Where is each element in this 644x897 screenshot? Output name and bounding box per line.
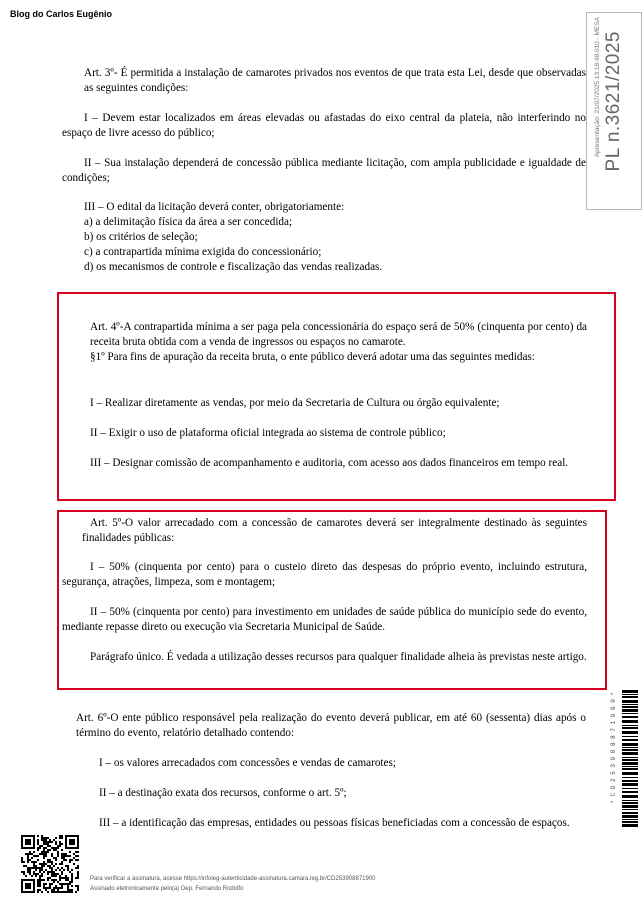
art3-alinea-a: a) a delimitação física da área a ser concedida;: [84, 216, 293, 228]
art5-inciso-ii: II – 50% (cinquenta por cento) para investimento em unidades de saúde pública do município sede do evento, mediante repasse direto ou execução via Secretaria Municipal de Saúde.: [62, 606, 587, 633]
art5-inciso-i: I – 50% (cinquenta por cento) para o custeio direto das despesas do próprio evento, incluindo estrutura, segurança, atrações, limpeza, som e montagem;: [62, 561, 587, 588]
art3-alinea-b: b) os critérios de seleção;: [84, 231, 198, 243]
presentation-date: Apresentação: 21/07/2025 13:18:48.010 - MESA: [594, 17, 601, 158]
art3-alinea-c: c) a contrapartida mínima exigida do concessionário;: [84, 246, 322, 258]
art4-inciso-iii: III – Designar comissão de acompanhamento e auditoria, com acesso aos dados financeiros em tempo real.: [90, 457, 569, 469]
art4-caput: Art. 4º-A contrapartida mínima a ser paga pela concessionária do espaço será de 50% (cinquenta por cento) da receita bruta obtida com a venda de ingressos ou espaços no camarote.: [90, 321, 587, 348]
bill-number: PL n.3621/2025: [603, 31, 624, 172]
art6-inciso-i: I – os valores arrecadados com concessões e vendas de camarotes;: [99, 757, 396, 769]
art4-inciso-ii: II – Exigir o uso de plataforma oficial integrada ao sistema de controle público;: [90, 427, 446, 439]
art4-paragrafo-1: §1º Para fins de apuração da receita bruta, o ente público deverá adotar uma das seguintes medidas:: [90, 351, 535, 363]
protocol-stamp: [586, 12, 642, 210]
art3-inciso-i: I – Devem estar localizados em áreas elevadas ou afastadas do eixo central da plateia, não interferindo no espaço de livre acesso do público;: [62, 112, 586, 139]
art3-inciso-iii: III – O edital da licitação deverá conter, obrigatoriamente:: [84, 201, 345, 213]
barcode-code: * C D 2 5 3 9 0 8 8 7 1 9 0 0 *: [610, 692, 617, 804]
blog-title: Blog do Carlos Eugênio: [10, 9, 113, 19]
art4-inciso-i: I – Realizar diretamente as vendas, por meio da Secretaria de Cultura ou órgão equivalente;: [90, 397, 500, 409]
art3-caput: Art. 3º- É permitida a instalação de camarotes privados nos eventos de que trata esta Lei, desde que observadas as seguintes condições:: [84, 67, 586, 94]
qr-code-icon: [21, 835, 79, 893]
art5-caput: Art. 5º-O valor arrecadado com a concessão de camarotes deverá ser integralmente destinado às seguintes finalidades públicas:: [82, 517, 587, 544]
signature-verify-link[interactable]: Para verificar a assinatura, acesse https://infoleg-autenticidade-assinatura.camara.leg.br/CD253908871900: [90, 876, 376, 882]
art6-inciso-ii: II – a destinação exata dos recursos, conforme o art. 5º;: [99, 787, 347, 799]
art6-inciso-iii: III – a identificação das empresas, entidades ou pessoas físicas beneficiadas com a concessão de espaços.: [99, 817, 570, 829]
barcode-icon: [622, 690, 638, 830]
signed-by: Assinado eletronicamente pelo(a) Dep. Fernando Rodolfo: [90, 886, 244, 892]
art3-alinea-d: d) os mecanismos de controle e fiscalização das vendas realizadas.: [84, 261, 383, 273]
art3-inciso-ii: II – Sua instalação dependerá de concessão pública mediante licitação, com ampla publicidade e igualdade de condições;: [62, 157, 586, 184]
art5-paragrafo-unico: Parágrafo único. É vedada a utilização desses recursos para qualquer finalidade alheia às previstas neste artigo.: [90, 651, 587, 663]
art6-caput: Art. 6º-O ente público responsável pela realização do evento deverá publicar, em até 60 (sessenta) dias após o término do evento, relatório detalhado contendo:: [76, 712, 586, 739]
